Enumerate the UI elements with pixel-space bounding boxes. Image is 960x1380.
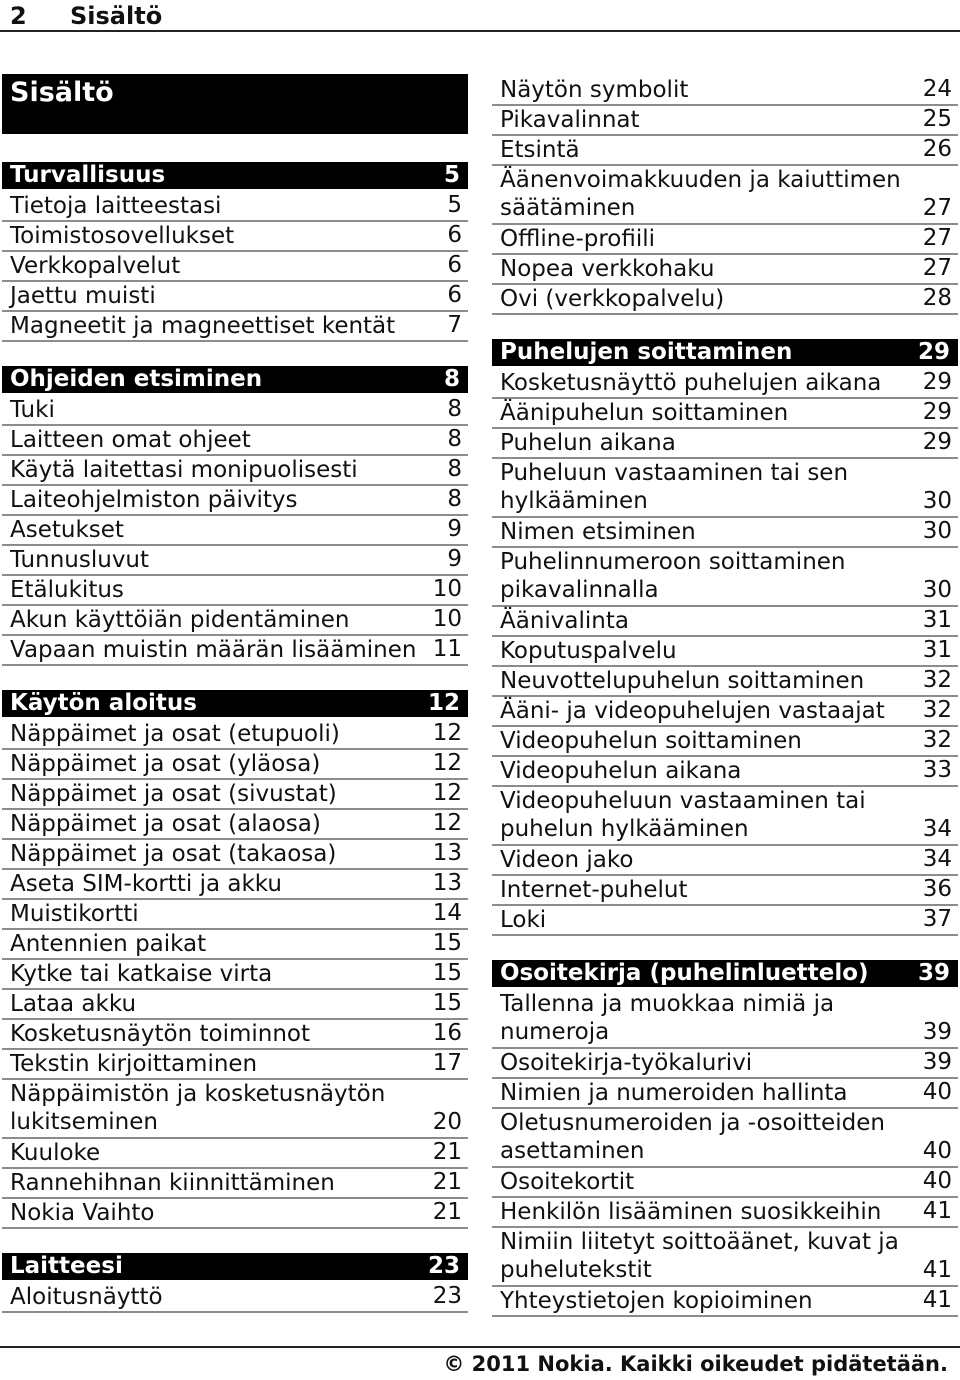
toc-entry[interactable] [492, 1109, 958, 1168]
toc-entry-title: Etälukitus [10, 577, 124, 603]
toc-entry[interactable] [2, 810, 468, 840]
toc-entry-title: Magneetit ja magneettiset kentät [10, 313, 396, 339]
toc-entry-title: Videopuhelun aikana [500, 758, 742, 784]
page-number: 2 [10, 2, 27, 30]
toc-entry-title: Käytön aloitus [10, 690, 197, 716]
toc-title: Sisältö [10, 77, 114, 108]
toc-entry-title: Nimien ja numeroiden hallinta [500, 1080, 848, 1106]
toc-page-number: 24 [922, 76, 952, 102]
toc-page-number: 30 [922, 518, 952, 544]
footer-rule [0, 1346, 960, 1348]
toc-page-number: 17 [432, 1050, 462, 1076]
toc-entry[interactable] [2, 1199, 468, 1229]
toc-page-number: 32 [922, 667, 952, 693]
toc-entry-title: Näytön symbolit [500, 77, 689, 103]
toc-entry-title: Koputuspalvelu [500, 638, 677, 664]
toc-entry-title: Osoitekortit [500, 1169, 635, 1195]
toc-entry[interactable] [492, 637, 958, 667]
toc-page-number: 40 [922, 1079, 952, 1105]
toc-entry[interactable] [492, 727, 958, 757]
toc-entry[interactable] [492, 787, 958, 846]
toc-page-number: 8 [447, 426, 462, 452]
toc-entry-title: Pikavalinnat [500, 107, 640, 133]
toc-entry[interactable] [492, 1198, 958, 1228]
toc-page-number: 30 [922, 488, 952, 514]
toc-section-heading[interactable] [2, 162, 468, 189]
toc-title-bar [2, 74, 468, 134]
toc-entry[interactable] [2, 252, 468, 282]
toc-page-number: 39 [922, 1049, 952, 1075]
toc-page-number: 13 [432, 840, 462, 866]
toc-entry-title: Jaettu muisti [10, 283, 156, 309]
toc-entry-title-continued: numeroja [500, 1019, 610, 1045]
toc-page-number: 21 [432, 1199, 462, 1225]
toc-entry[interactable] [2, 222, 468, 252]
toc-entry[interactable] [492, 369, 958, 399]
toc-entry[interactable] [2, 576, 468, 606]
toc-entry-title: Neuvottelupuhelun soittaminen [500, 668, 865, 694]
toc-entry-title-continued: puhelutekstit [500, 1257, 652, 1283]
toc-page-number: 12 [432, 780, 462, 806]
toc-section-heading[interactable] [2, 1253, 468, 1280]
toc-page-number: 33 [922, 757, 952, 783]
toc-page-number: 30 [922, 577, 952, 603]
toc-page-number: 14 [432, 900, 462, 926]
toc-entry-title: Oletusnumeroiden ja -osoitteiden [500, 1110, 885, 1136]
toc-page-number: 13 [432, 870, 462, 896]
toc-entry[interactable] [492, 667, 958, 697]
copyright-notice: © 2011 Nokia. Kaikki oikeudet pidätetään. [443, 1352, 948, 1376]
toc-entry[interactable] [2, 486, 468, 516]
toc-entry[interactable] [2, 780, 468, 810]
toc-page-number: 20 [432, 1109, 462, 1135]
toc-entry[interactable] [492, 757, 958, 787]
toc-section-heading[interactable] [2, 690, 468, 717]
toc-page-number: 32 [922, 697, 952, 723]
toc-entry[interactable] [2, 930, 468, 960]
toc-entry-title: Näppäimistön ja kosketusnäytön [10, 1081, 386, 1107]
toc-entry-title: Näppäimet ja osat (yläosa) [10, 751, 321, 777]
toc-entry-title: Näppäimet ja osat (etupuoli) [10, 721, 340, 747]
toc-page-number: 10 [432, 576, 462, 602]
toc-page-number: 41 [922, 1287, 952, 1313]
toc-entry-title: Loki [500, 907, 547, 933]
toc-entry-title: Kosketusnäyttö puhelujen aikana [500, 370, 882, 396]
toc-section-heading[interactable] [492, 960, 958, 987]
toc-entry-title: Laiteohjelmiston päivitys [10, 487, 298, 513]
toc-page-number: 28 [922, 285, 952, 311]
toc-page-number: 9 [447, 546, 462, 572]
toc-page-number: 34 [922, 846, 952, 872]
toc-entry-title: Videon jako [500, 847, 634, 873]
toc-entry[interactable] [2, 900, 468, 930]
toc-entry[interactable] [2, 456, 468, 486]
toc-entry-title-continued: säätäminen [500, 195, 636, 221]
toc-entry-title: Puhelun aikana [500, 430, 676, 456]
toc-entry[interactable] [492, 1228, 958, 1287]
toc-entry[interactable] [2, 1139, 468, 1169]
toc-entry[interactable] [492, 1079, 958, 1109]
toc-entry[interactable] [492, 990, 958, 1049]
toc-entry-title: Tallenna ja muokkaa nimiä ja [500, 991, 835, 1017]
toc-entry-title: Näppäimet ja osat (takaosa) [10, 841, 337, 867]
toc-entry-title: Äänipuhelun soittaminen [500, 400, 789, 426]
toc-entry-title: Puhelinnumeroon soittaminen [500, 549, 846, 575]
toc-page-number: 10 [432, 606, 462, 632]
toc-page-number: 21 [432, 1169, 462, 1195]
toc-entry-title: Toimistosovellukset [10, 223, 235, 249]
toc-entry[interactable] [2, 1169, 468, 1199]
toc-entry[interactable] [2, 990, 468, 1020]
toc-entry[interactable] [2, 606, 468, 636]
toc-page-number: 6 [447, 282, 462, 308]
toc-section-heading[interactable] [2, 366, 468, 393]
page-header [0, 0, 960, 32]
toc-entry-title: Tietoja laitteestasi [10, 193, 222, 219]
toc-entry[interactable] [492, 1168, 958, 1198]
toc-entry[interactable] [2, 1283, 468, 1313]
toc-entry[interactable] [2, 960, 468, 990]
toc-entry-title: Akun käyttöiän pidentäminen [10, 607, 350, 633]
toc-entry[interactable] [492, 225, 958, 255]
toc-entry-title: Äänivalinta [500, 608, 629, 634]
toc-entry[interactable] [492, 1049, 958, 1079]
toc-entry[interactable] [2, 192, 468, 222]
toc-entry-title: Antennien paikat [10, 931, 207, 957]
toc-entry-title: Kosketusnäytön toiminnot [10, 1021, 310, 1047]
toc-entry-title: Tekstin kirjoittaminen [10, 1051, 258, 1077]
toc-page-number: 15 [432, 990, 462, 1016]
toc-page-number: 41 [922, 1198, 952, 1224]
toc-entry[interactable] [2, 750, 468, 780]
toc-page-number: 12 [432, 810, 462, 836]
toc-page-number: 23 [432, 1283, 462, 1309]
toc-entry[interactable] [2, 636, 468, 666]
toc-entry-title: Ääni- ja videopuhelujen vastaajat [500, 698, 885, 724]
toc-page-number: 7 [447, 312, 462, 338]
toc-page-number: 12 [427, 690, 460, 716]
toc-entry[interactable] [492, 166, 958, 225]
toc-entry[interactable] [492, 285, 958, 315]
toc-page-number: 39 [917, 960, 950, 986]
toc-entry-title: Ohjeiden etsiminen [10, 366, 263, 392]
toc-page-number: 8 [443, 366, 460, 392]
toc-entry-title: Puheluun vastaaminen tai sen [500, 460, 849, 486]
toc-entry-title: Etsintä [500, 137, 580, 163]
toc-entry[interactable] [492, 76, 958, 106]
toc-entry-title: Videopuheluun vastaaminen tai [500, 788, 866, 814]
toc-page-number: 32 [922, 727, 952, 753]
toc-entry-title: Äänenvoimakkuuden ja kaiuttimen [500, 167, 901, 193]
toc-entry-title: Asetukset [10, 517, 124, 543]
toc-entry[interactable] [492, 255, 958, 285]
toc-entry-title: Aloitusnäyttö [10, 1284, 163, 1310]
toc-page-number: 11 [432, 636, 462, 662]
toc-entry[interactable] [2, 1050, 468, 1080]
toc-entry-title: Nimen etsiminen [500, 519, 696, 545]
toc-entry[interactable] [2, 312, 468, 342]
toc-entry-title: Tuki [10, 397, 55, 423]
toc-entry[interactable] [2, 840, 468, 870]
toc-page-number: 12 [432, 720, 462, 746]
toc-entry-title: Nokia Vaihto [10, 1200, 155, 1226]
toc-entry-title: Käytä laitettasi monipuolisesti [10, 457, 358, 483]
toc-entry[interactable] [2, 546, 468, 576]
toc-page-number: 6 [447, 222, 462, 248]
toc-entry[interactable] [492, 846, 958, 876]
toc-entry-title-continued: pikavalinnalla [500, 577, 659, 603]
toc-entry[interactable] [492, 429, 958, 459]
toc-page-number: 27 [922, 225, 952, 251]
toc-entry-title: Yhteystietojen kopioiminen [500, 1288, 813, 1314]
toc-entry[interactable] [2, 282, 468, 312]
toc-entry-title: Offline-profiili [500, 226, 656, 252]
toc-entry-title: Aseta SIM-kortti ja akku [10, 871, 282, 897]
toc-entry[interactable] [2, 720, 468, 750]
toc-page-number: 16 [432, 1020, 462, 1046]
toc-page-number: 8 [447, 456, 462, 482]
toc-page-number: 37 [922, 906, 952, 932]
toc-entry[interactable] [492, 136, 958, 166]
toc-entry-title: Muistikortti [10, 901, 139, 927]
toc-entry-title: Kuuloke [10, 1140, 101, 1166]
toc-page-number: 29 [917, 339, 950, 365]
toc-page-number: 29 [922, 369, 952, 395]
toc-entry-title: Nimiin liitetyt soittoäänet, kuvat ja [500, 1229, 899, 1255]
toc-entry-title: Osoitekirja (puhelinluettelo) [500, 960, 869, 986]
toc-entry-title-continued: puhelun hylkääminen [500, 816, 749, 842]
toc-entry-title: Verkkopalvelut [10, 253, 181, 279]
toc-page-number: 9 [447, 516, 462, 542]
toc-page-number: 12 [432, 750, 462, 776]
toc-entry[interactable] [2, 426, 468, 456]
running-title: Sisältö [70, 2, 163, 30]
toc-page-number: 15 [432, 960, 462, 986]
toc-entry-title: Henkilön lisääminen suosikkeihin [500, 1199, 882, 1225]
toc-entry[interactable] [492, 106, 958, 136]
header-rule [0, 30, 960, 32]
toc-entry-title: Laitteen omat ohjeet [10, 427, 251, 453]
toc-page-number: 34 [922, 816, 952, 842]
toc-entry[interactable] [2, 1020, 468, 1050]
toc-page-number: 23 [427, 1253, 460, 1279]
toc-page-number: 8 [447, 486, 462, 512]
toc-page-number: 27 [922, 195, 952, 221]
toc-entry[interactable] [492, 697, 958, 727]
toc-page-number: 5 [447, 192, 462, 218]
toc-entry-title: Internet-puhelut [500, 877, 688, 903]
toc-page-number: 31 [922, 607, 952, 633]
toc-page-number: 5 [443, 162, 460, 188]
toc-entry[interactable] [492, 876, 958, 906]
toc-entry-title: Osoitekirja-työkalurivi [500, 1050, 753, 1076]
toc-entry[interactable] [492, 399, 958, 429]
toc-entry-title: Nopea verkkohaku [500, 256, 715, 282]
toc-page-number: 21 [432, 1139, 462, 1165]
toc-entry-title: Laitteesi [10, 1253, 123, 1279]
toc-entry-title: Näppäimet ja osat (alaosa) [10, 811, 321, 837]
toc-entry-title: Tunnusluvut [10, 547, 150, 573]
toc-entry-title: Vapaan muistin määrän lisääminen [10, 637, 417, 663]
toc-page-number: 25 [922, 106, 952, 132]
toc-entry[interactable] [492, 607, 958, 637]
toc-entry-title: Puhelujen soittaminen [500, 339, 793, 365]
toc-page-number: 29 [922, 399, 952, 425]
toc-entry[interactable] [492, 1287, 958, 1317]
toc-page-number: 40 [922, 1138, 952, 1164]
toc-entry-title: Videopuhelun soittaminen [500, 728, 802, 754]
toc-page-number: 8 [447, 396, 462, 422]
toc-page-number: 26 [922, 136, 952, 162]
toc-entry[interactable] [492, 548, 958, 607]
toc-entry-title: Näppäimet ja osat (sivustat) [10, 781, 337, 807]
toc-page-number: 40 [922, 1168, 952, 1194]
toc-entry[interactable] [2, 516, 468, 546]
toc-entry-title-continued: asettaminen [500, 1138, 645, 1164]
toc-page-number: 27 [922, 255, 952, 281]
toc-page-number: 36 [922, 876, 952, 902]
toc-page-number: 29 [922, 429, 952, 455]
toc-entry[interactable] [492, 906, 958, 936]
toc-entry[interactable] [2, 396, 468, 426]
toc-entry-title: Lataa akku [10, 991, 137, 1017]
toc-entry-title: Turvallisuus [10, 162, 166, 188]
toc-page-number: 15 [432, 930, 462, 956]
toc-page-number: 31 [922, 637, 952, 663]
toc-section-heading[interactable] [492, 339, 958, 366]
toc-entry[interactable] [492, 459, 958, 518]
toc-page-number: 41 [922, 1257, 952, 1283]
toc-page-number: 6 [447, 252, 462, 278]
toc-page-number: 39 [922, 1019, 952, 1045]
toc-entry-title: Ovi (verkkopalvelu) [500, 286, 725, 312]
toc-entry[interactable] [2, 1080, 468, 1139]
toc-entry-title-continued: lukitseminen [10, 1109, 158, 1135]
toc-entry[interactable] [492, 518, 958, 548]
toc-entry-title: Rannehihnan kiinnittäminen [10, 1170, 335, 1196]
toc-entry-title: Kytke tai katkaise virta [10, 961, 273, 987]
toc-entry[interactable] [2, 870, 468, 900]
toc-entry-title-continued: hylkääminen [500, 488, 648, 514]
